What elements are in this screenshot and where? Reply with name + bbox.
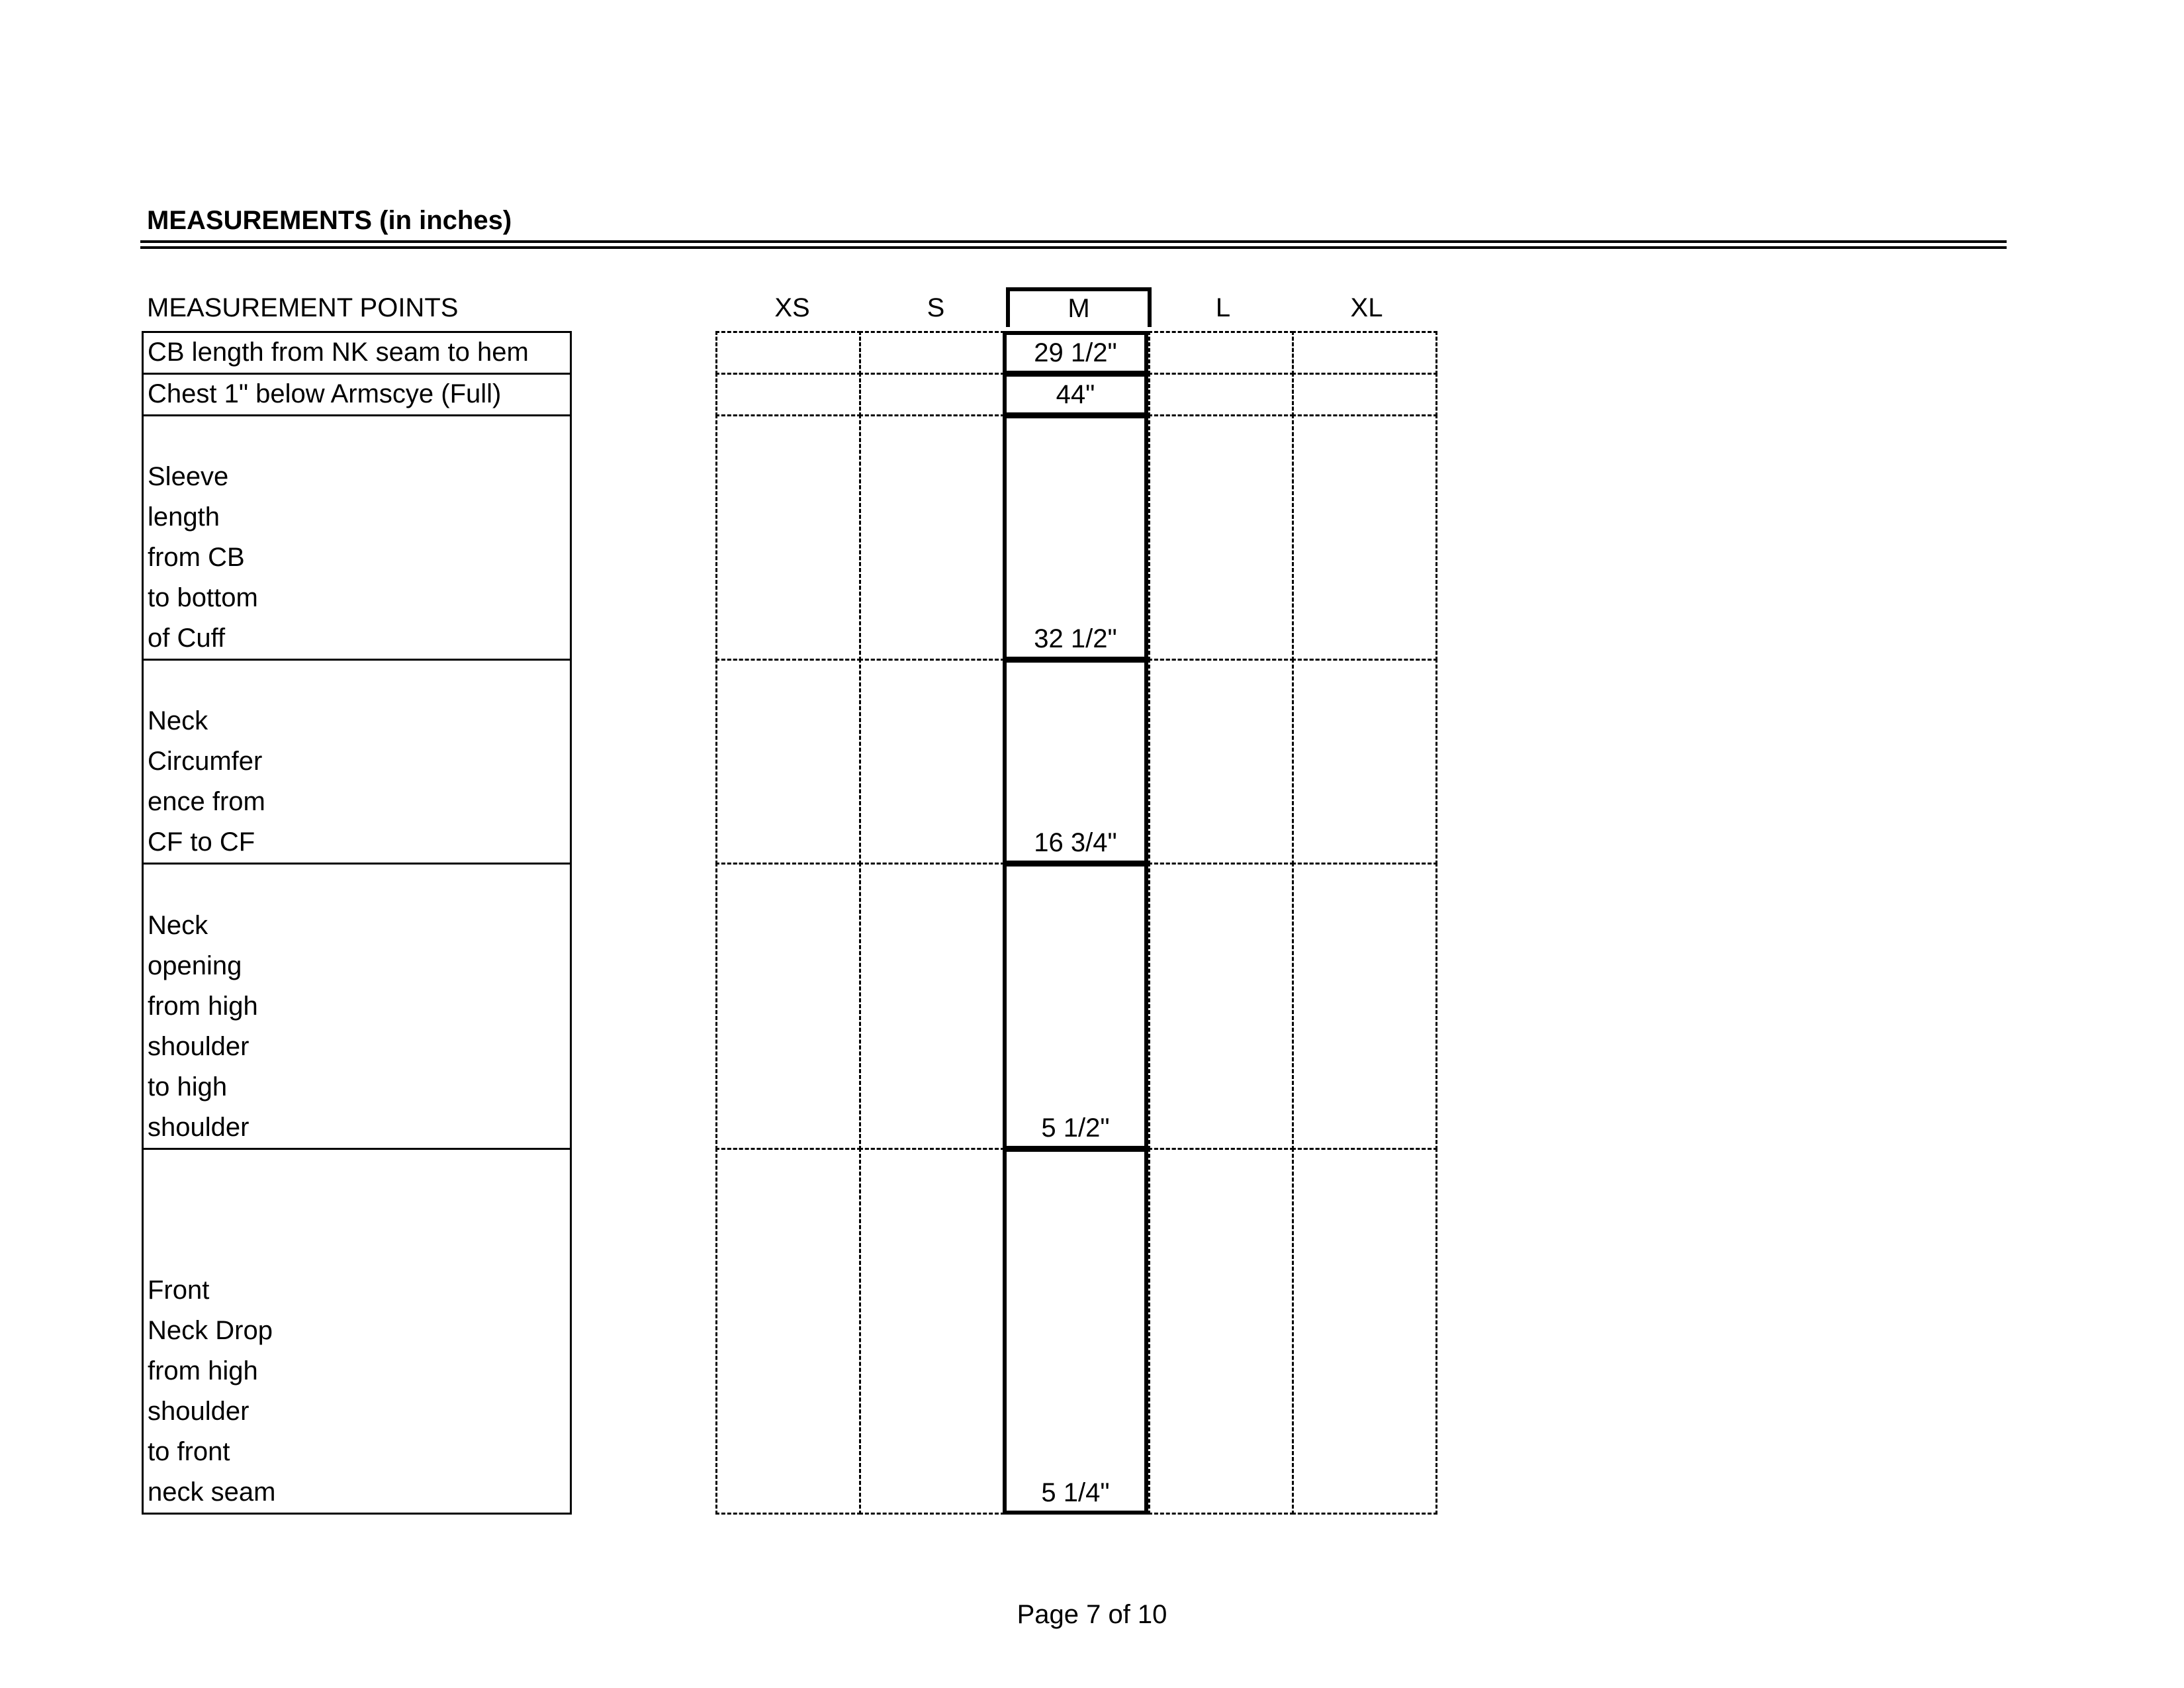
measurement-label-line: from high [148,1356,258,1385]
measurement-value-xs [715,863,861,1150]
measurement-label-line: Chest 1" below Armscye (Full) [148,379,502,408]
measurement-value-s [859,373,1005,416]
measurement-value-xl [1292,373,1437,416]
measurement-label-line: Neck [148,911,208,940]
measurement-value-s [859,1148,1005,1515]
measurement-label-line: length [148,502,220,532]
measurement-value-text: 5 1/4" [1041,1478,1110,1507]
measurement-label-line: Front [148,1276,210,1305]
measurement-label-line: from high [148,992,258,1021]
measurement-value-m [1003,1148,1148,1515]
measurement-value-s [859,414,1005,661]
size-header-l: L [1215,293,1231,322]
measurement-label-line: Neck Drop [148,1316,273,1345]
measurement-label-line: to front [148,1437,230,1466]
measurement-value-xl [1292,414,1437,661]
measurement-value-l [1148,659,1294,865]
measurement-value-xl [1292,659,1437,865]
page-number: Page 7 of 10 [1017,1600,1167,1629]
measurement-value-s [859,331,1005,375]
measurement-label-line: ence from [148,787,265,816]
measurement-value-text: 16 3/4" [1034,828,1117,857]
size-header-s: S [927,293,945,322]
measurement-label-line: neck seam [148,1477,276,1507]
measurement-label-line: shoulder [148,1397,250,1426]
measurement-label [142,1148,572,1515]
measurement-value-s [859,659,1005,865]
measurement-label [142,414,572,661]
measurement-points-header: MEASUREMENT POINTS [147,293,459,322]
measurement-value-m [1003,373,1148,416]
measurement-value-xs [715,1148,861,1515]
measurement-value-text: 29 1/2" [1034,338,1117,367]
measurement-label-line: Sleeve [148,462,229,491]
measurement-label-line: to high [148,1072,228,1102]
measurement-value-l [1148,414,1294,661]
measurement-value-xs [715,659,861,865]
measurement-value-m [1003,659,1148,865]
measurement-label [142,863,572,1150]
size-header-xs: XS [774,293,810,322]
measurement-value-xl [1292,863,1437,1150]
measurement-value-l [1148,331,1294,375]
measurement-label-line: shoulder [148,1032,250,1061]
measurement-label [142,331,572,375]
measurement-value-xs [715,414,861,661]
measurement-label-line: of Cuff [148,624,226,653]
measurement-label-line: Circumfer [148,747,263,776]
measurement-label-line: from CB [148,543,245,572]
measurement-value-l [1148,373,1294,416]
measurement-label-line: to bottom [148,583,258,612]
measurement-value-xs [715,331,861,375]
measurement-value-m [1003,863,1148,1150]
measurement-label [142,373,572,416]
measurement-value-xl [1292,331,1437,375]
measurement-label-line: shoulder [148,1113,250,1142]
measurement-value-s [859,863,1005,1150]
measurement-label-line: CF to CF [148,827,255,857]
measurement-label-line: opening [148,951,242,980]
measurement-value-xl [1292,1148,1437,1515]
title-double-rule [140,240,2007,249]
size-header-xl: XL [1350,293,1383,322]
measurement-value-l [1148,863,1294,1150]
measurement-value-m [1003,414,1148,661]
measurement-value-text: 44" [1056,380,1095,409]
measurement-value-m [1003,331,1148,375]
measurement-value-text: 5 1/2" [1041,1113,1110,1143]
size-header-m: M [1006,287,1152,327]
measurement-value-text: 32 1/2" [1034,624,1117,653]
measurement-label [142,659,572,865]
measurement-value-l [1148,1148,1294,1515]
measurement-value-xs [715,373,861,416]
measurement-label-line: Neck [148,706,208,735]
section-title: MEASUREMENTS (in inches) [147,206,512,235]
measurement-label-line: CB length from NK seam to hem [148,338,529,367]
